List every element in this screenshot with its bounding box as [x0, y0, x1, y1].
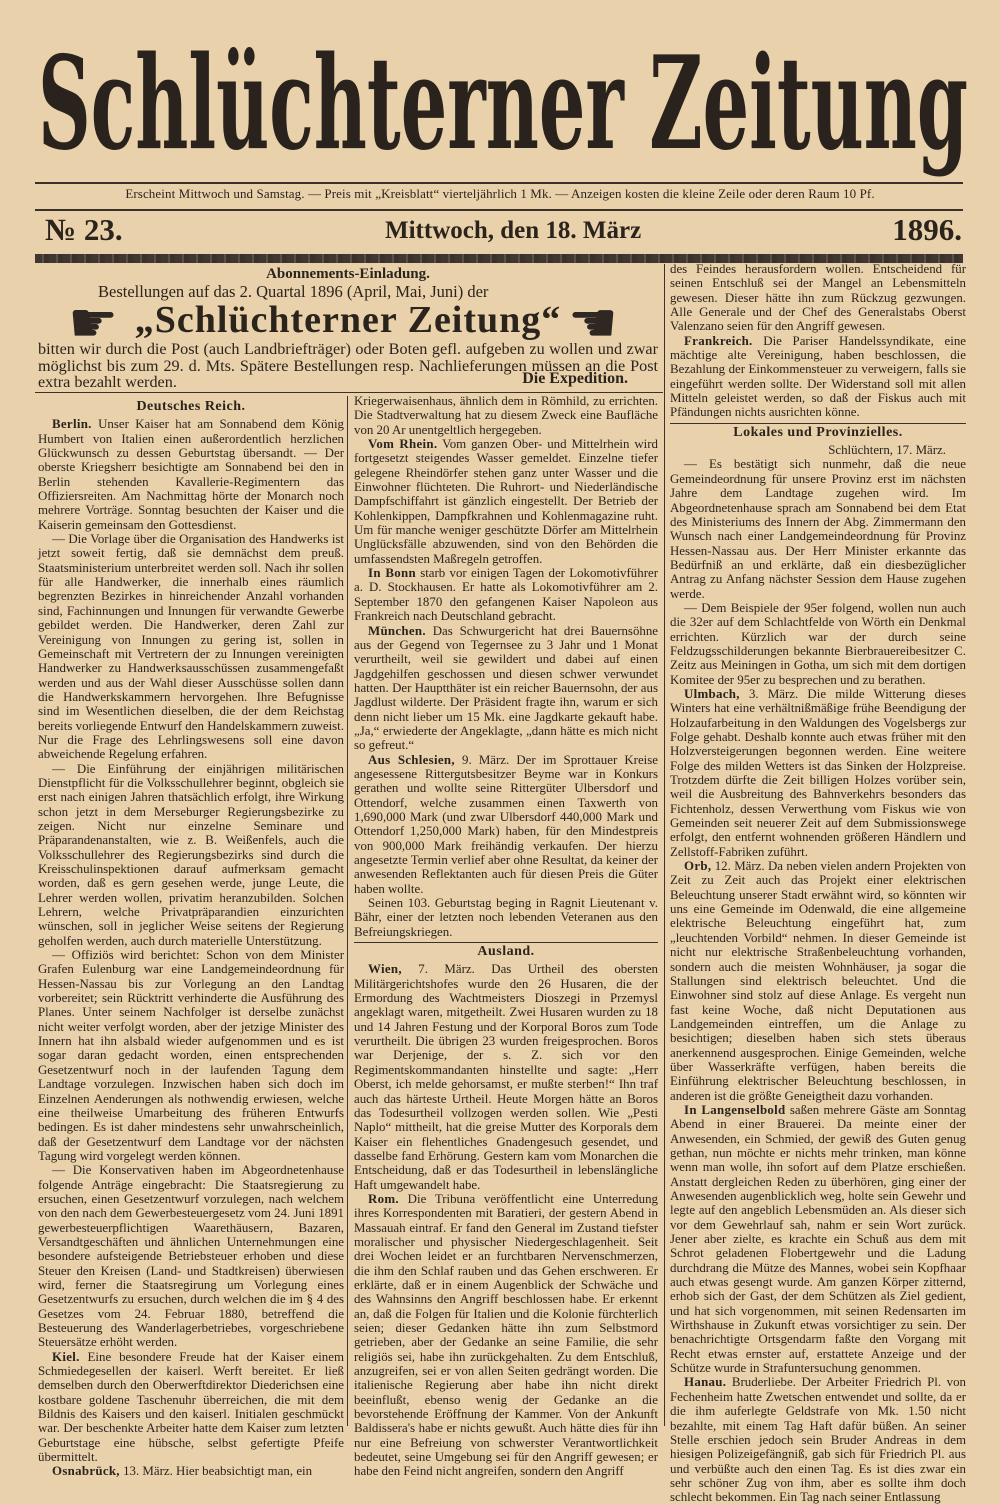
column-1	[38, 398, 344, 1479]
article-text: 7. März. Das Urtheil des obersten Militärgerichtshofes wurde den 26 Husaren, die der Ermordung des Wachtmeisters Dioszegi in Przemysl angeklagt waren, mitgetheilt. Zwei Husaren wurden zu 18 und 14 Jahren Festung und der Korporal Boros zum Tode verurtheilt. Die übrigen 23 wurden freigesprochen. Boros war Derjenige, der s. Z. sich vor den Regimentskommandanten hinstellte und sagte: „Herr Oberst, ich melde gehorsamst, er mußte sterben!“ Ihn traf auch das härteste Urtheil. Heute Morgen hätte an Boros das Todesurtheil vollzogen werden sollen. Wie „Pesti Naplo“ mittheilt, hat die greise Mutter des Korporals dem Kaiser ein flehentliches Gnadengesuch gesendet, und dasselbe fand Erhörung. Gestern kam vom Monarchen die Entscheidung, daß er das Todesurtheil in lebenslängliche Haft umgewandelt habe.	[354, 962, 658, 1192]
subscription-heading: Abonnements-Einladung.	[266, 266, 430, 282]
article-text: Unser Kaiser hat am Sonnabend dem König Humbert von Italien einen außerordentlich herzlichen Glückwunsch zu dessen Geburtstag übersandt. — Der oberste Kriegsherr besichtigte am Sonnabend bei den in Berlin stehenden Kavallerie-Regimentern das Offiziersreiten. Am Nachmittag hörte der Monarch noch mehrere Vorträge. Sonntag besuchten der Kaiser und die Kaiserin gemeinsam den Gottesdienst.	[38, 417, 344, 532]
article-dateline: München.	[368, 623, 426, 638]
article-paragraph	[38, 762, 344, 948]
article-text: Das Schwurgericht hat drei Bauernsöhne aus der Gegend von Tegernsee zu 3 Jahr und 1 Monat verurtheilt, weil sie gewildert und dabei auf einen Jagdgehilfen geschossen und diesen schwer verwundet hatten. Der Hauptthäter ist ein reicher Bauernsohn, der aus Jagdlust wilderte. Der Präsident fragte ihn, warum er sich denn nicht lieber um 15 Mk. eine Jagdkarte gekauft habe. „Ja,“ erwiederte der Angeklagte, „dann hätte es mich nicht so gefreut.“	[354, 623, 658, 753]
article-dateline: In Bonn	[368, 566, 416, 581]
article-paragraph	[670, 687, 966, 859]
article-paragraph	[354, 1192, 658, 1479]
article-paragraph	[670, 334, 966, 420]
article-paragraph	[354, 437, 658, 566]
article-text: Seinen 103. Geburtstag beging in Ragnit Lieutenant v. Bähr, einer der letzten noch lebenden Veteranen aus den Befreiungskriegen.	[354, 896, 658, 939]
article-paragraph	[670, 859, 966, 1103]
article-paragraph	[38, 417, 344, 532]
article-text: — Offiziös wird berichtet: Schon von dem Minister Grafen Eulenburg war eine Landgemeindeordnung für Hessen-Nassau bis zur Vorlegung an den Landtag vorbereitet; sein Rücktritt verhinderte die Ausführung des Planes. Unter seinem Nachfolger ist derselbe zunächst nicht weiter verfolgt worden, aber der jetzige Minister des Innern hat ihn alsbald wieder aufgenommen und es ist sogar daran gedacht worden, einen entsprechenden Gesetzentwurf noch in der laufenden Tagung dem Landtage vorzulegen. Inzwischen haben sich doch im Einzelnen Aenderungen als nothwendig erwiesen, welche eine theilweise Umarbeitung des früheren Entwurfs bedingen. Es ist daher mindestens sehr unwahrscheinlich, daß der Gesetzentwurf dem Landtage vor der nächsten Tagung wird vorgelegt werden können.	[38, 948, 344, 1163]
article-text: 12. März. Da neben vielen andern Projekten von Zeit zu Zeit auch das Projekt einer elektrischen Beleuchtung unserer Stadt erwähnt wird, so könnten wir uns eine Gemeinde im Odenwald, die eine allgemeine elektrische Beleuchtung eingeführt hat, zum „leuchtenden Vorbild“ nehmen. In dieser Gemeinde ist nicht nur elektrische Straßenbeleuchtung vorhanden, sondern auch die meisten Wohnhäuser, ja sogar die Stallungen sind elektrisch beleuchtet. Und die Einwohner sind stolz auf diese Anlage. Es vergeht nun fast keine Woche, daß nicht Deputationen aus Landgemeinden eintreffen, um die Anlage zu besichtigen; dieselben haben sich stets überaus anerkennend ausgesprochen. Einige Gemeinden, welche über Wasserkräfte verfügen, haben bereits die Einführung elektrischer Beleuchtung beschlossen, in anderen ist die größte Geneigtheit dazu vorhanden.	[670, 859, 966, 1103]
subscription-title: „Schlüchterner Zeitung“	[134, 299, 562, 341]
article-dateline: Ulmbach,	[684, 686, 740, 701]
article-dateline: Orb,	[684, 859, 712, 874]
issue-date: Mittwoch, den 18. März	[385, 217, 642, 244]
newspaper-title: Schlüchterner Zeitung	[38, 29, 968, 179]
divider	[35, 209, 963, 211]
article-paragraph	[38, 1163, 344, 1349]
article-paragraph	[670, 1375, 966, 1504]
publication-info: Erscheint Mittwoch und Samstag. — Preis mit „Kreisblatt“ vierteljährlich 1 Mk. — Anzeigen kosten die kleine Zeile oder deren Raum 10 Pf.	[125, 186, 875, 201]
article-paragraph	[670, 262, 966, 334]
article-dateline: Aus Schlesien,	[368, 752, 455, 767]
section-heading: Deutsches Reich.	[136, 399, 246, 414]
column-rule	[347, 396, 348, 1426]
masthead	[30, 8, 980, 183]
article-text: Kriegerwaisenhaus, ähnlich dem in Römhild, zu errichten. Die Stadtverwaltung hat zu diesem Zweck eine Baufläche von 20 Ar unentgeltlich hergegeben.	[354, 394, 658, 437]
article-paragraph	[354, 753, 658, 896]
subscription-signature: Die Expedition.	[522, 370, 628, 387]
subscription-intro: Bestellungen auf das 2. Quartal 1896 (April, Mai, Juni) der	[98, 282, 489, 301]
issue-number: № 23.	[45, 212, 123, 247]
article-paragraph	[354, 394, 658, 437]
divider	[35, 182, 963, 184]
subscription-body: bitten wir durch die Post (auch Landbriefträger) oder Boten gefl. aufgeben zu wollen und zwar möglichst bis zum 29. d. Mts. Spätere Bestellungen resp. Nachlieferungen müssen an die Post extra bezahlt werden.	[38, 340, 658, 391]
article-dateline: Hanau.	[684, 1375, 727, 1390]
article-text: — Dem Beispiele der 95er folgend, wollen nun auch die 32er auf dem Schlachtfelde von Wörth ein Denkmal errichten. Kürzlich war der durch seine Feldzugsschilderungen bekannte Bierbrauereibesitzer C. Zeitz aus Meiningen in Gotha, um sich mit dem dortigen Komitee der 95er zu besprechen und zu berathen.	[670, 600, 966, 687]
divider	[670, 423, 966, 424]
column-rule	[664, 264, 665, 1426]
article-paragraph	[670, 1103, 966, 1376]
column-2	[354, 394, 658, 1479]
article-text: — Die Einführung der einjährigen militärischen Dienstpflicht für die Volksschullehrer beginnt, obgleich sie erst nach einigen Jahren thatsächlich erfolgt, ihre Wirkung schon jetzt in dem Merseburger Regierungsbezirke zu zeigen. Nicht nur einzelne Seminare und Präparandenanstalten, wie z. B. Weißenfels, auch die Volksschullehrer des Regierungsbezirks sind durch die Kreisschulinspektionen darauf aufmerksam gemacht worden, daß es gern gesehen werde, junge Leute, die Lehrer werden wollen, privatim heranzubilden. Solchen Lehrern, welche Privatpräparandien einzurichten wünschen, soll in jeglicher Weise seitens der Regierung geholfen werden, auch durch materielle Unterstützung.	[38, 761, 344, 948]
article-text: saßen mehrere Gäste am Sonntag Abend in einer Brauerei. Da meinte einer der Anwesenden, ein Schmied, der gewiß des Guten genug gethan, nun möchte er nichts mehr trinken, man könne wenn man wolle, ihn sofort auf dem Platze erschießen. Anstatt dergleichen Reden zu überhören, ging einer der Anwesenden augenblicklich weg, holte sein Gewehr und legte auf den angeblich Lebensmüden an. Als dieser sich vor dem Gewehrlauf sah, nahm er sein Wort zurück. Jener aber zielte, es krachte ein Schuß aus dem mit Schrot geladenen Flobertgewehr und die Ladung durchdrang die Mütze des Mannes, wobei sein Kopfhaar auch etwas gesengt wurde. Am ganzen Körper zitternd, erhob sich der Gast, der dem Schützen als Ziel gedient, und hat sich vorgenommen, mit seinen Redensarten im Wirthshause in Zukunft etwas vorsichtiger zu sein. Der benachrichtigte Ortsgendarm faßte den Vorgang mit Recht etwas ernster auf, erstattete Anzeige und der Schütze wurde in Strafuntersuchung genommen.	[670, 1102, 966, 1376]
article-dateline: Osnabrück,	[52, 1464, 120, 1479]
divider	[354, 942, 658, 943]
article-paragraph	[38, 532, 344, 762]
article-text: Eine besondere Freude hat der Kaiser einem Schmiedegesellen der kaiserl. Werft bereitet. Er ließ demselben durch den Oberwerftdirektor Diederichsen eine kostbare goldene Taschenuhr überreichen, die mit dem Bildnis des Kaisers und den kaiserl. Initialen geschmückt war. Der beschenkte Arbeiter hatte dem Kaiser zum letzten Geburtstage eine hübsche, selbst gefertigte Pfeife übermittelt.	[38, 1349, 344, 1465]
article-text: — Es bestätigt sich nunmehr, daß die neue Gemeindeordnung für unsere Provinz erst im nächsten Jahre dem Landtage zugehen wird. Im Abgeordnetenhause sprach am Sonnabend bei dem Etat des Ministeriums des Innern der Abg. Zimmermann den Wunsch nach einer Landgemeindeordnung für Provinz Hessen-Nassau aus. Der Herr Minister erkannte das Bedürfniß an und erklärte, daß ein diesbezüglicher Antrag zu Anfang nächster Session dem Hause zugehen werde.	[670, 457, 966, 601]
article-text: Bruderliebe. Der Arbeiter Friedrich Pl. von Fechenheim hatte Zwetschen entwendet und sollte, da er die ihm auferlegte Geldstrafe von Mk. 1.50 nicht bezahlte, mit einem Tag Haft dafür büßen. An seiner Stelle erschien jedoch sein Bruder Andreas in dem hiesigen Polizeigefängniß, gab sich für Friedrich Pl. aus und verbüßte auch den einen Tag. Es ist dies zwar ein sehr schöner Zug von ihm, aber es sollte ihm doch schlecht bekommen. Ein Tag nach seiner Entlassung	[670, 1375, 966, 1505]
article-paragraph	[354, 896, 658, 939]
article-paragraph	[38, 1464, 344, 1478]
subscription-notice	[38, 264, 658, 390]
divider	[35, 392, 663, 393]
dateline: Schlüchtern, 17. März.	[828, 443, 946, 458]
article-dateline: Rom.	[368, 1191, 399, 1206]
article-paragraph	[670, 601, 966, 687]
article-text: Die Pariser Handelssyndikate, eine mächtige alte Vereinigung, haben beschlossen, die Bezahlung der Einkommensteuer zu verweigern, falls sie eingeführt werden sollte. Der Widerstand soll mit allen Mitteln geleistet werden, so daß der Fiskus auch mit Pfändungen nichts ausrichten könne.	[670, 333, 966, 420]
article-text: starb vor einigen Tagen der Lokomotivführer a. D. Stockhausen. Er hatte als Lokomotivführer am 2. September 1870 den gefangenen Kaiser Napoleon aus Frankreich nach Deutschland gebracht.	[354, 566, 658, 624]
article-dateline: Berlin.	[52, 417, 92, 432]
article-text: — Die Vorlage über die Organisation des Handwerks ist jetzt soweit fertig, daß sie demnächst dem preuß. Staatsministerium unterbreitet werden soll. Nach ihr sollen für alle Handwerker, die innerhalb eines räumlich begrenzten Bezirkes in hinreichender Anzahl vorhanden sind, Fachinnungen und Innungen für verwandte Gewerbe gebildet werden. Die Handwerker, deren Zahl zur Vereinigung von Innungen zu gering ist, sollen in Gemeinschaft mit Vertretern der zu Innungen vereinigten Handwerker zu Handwerksausschüssen zusammengefaßt werden und aus der Wahl dieser Ausschüsse sollen dann die Handwerkskammern hervorgehen. Ihre Befugnisse sind im Wesentlichen dieselben, die der dem Reichstag bereits vorliegende Entwurf den Handelskammern zuweist. Nur die Frage des Lehrlingswesens soll eine davon abweichende Regelung erfahren.	[38, 532, 344, 762]
article-text: 9. März. Der im Sprottauer Kreise angesessene Rittergutsbesitzer Beyme war in Konkurs gerathen und wollte seine Rittergüter Ulbersdorf und Ottendorf, welche zusammen einen Taxwerth von 1,690,000 Mark (und zwar Ulbersdorf 440,000 Mark und Ottendorf 1,250,000 Mark) haben, für den Mindestpreis von 900,000 Mark freihändig verkaufen. Der hierzu angesetzte Termin verlief aber ohne Resultat, da keiner der anwesenden Reflektanten auch für diesen Preis die Güter haben wollte.	[354, 752, 658, 896]
article-text: des Feindes herausfordern wollen. Entscheidend für seinen Entschluß sei der Mangel an Lebensmitteln gewesen. Dieser hätte ihn zum Rückzug gezwungen. Alle Generale und der Chef des Generalstabs Oberst Valenzano seien für den Angriff gewesen.	[670, 262, 966, 334]
article-dateline: Wien,	[368, 962, 402, 977]
article-paragraph	[354, 624, 658, 753]
section-heading: Lokales und Provinzielles.	[733, 424, 903, 440]
article-paragraph	[354, 962, 658, 1192]
article-text: 13. März. Hier beabsichtigt man, ein	[119, 1464, 313, 1479]
article-paragraph	[670, 457, 966, 600]
article-dateline: In Langenselbold	[684, 1102, 786, 1117]
article-text: 3. März. Die milde Witterung dieses Winters hat eine verhältnißmäßige frühe Beendigung der Holzaufarbeitung in den Waldungen des Vogelsbergs zur Folge gehabt. Deshalb konnte auch etwas früher mit den Holzversteigerungen begonnen werden. Eine weitere Folge des milden Wetters ist das Sinken der Holzpreise. Trotzdem dürfte die Zeit billigen Holzes vorüber sein, weil die Ausbreitung des Bahnverkehrs besonders das Fichtenholz, dessen Verwerthung vom Fiskus wie von Gemeinden seit neuerer Zeit auf dem Submissionswege erfolgt, den entfernt wohnenden größeren Händlern und Zellstoff-Fabriken zuführt.	[670, 686, 966, 859]
article-dateline: Vom Rhein.	[368, 437, 438, 452]
article-text: Die Tribuna veröffentlicht eine Unterredung ihres Korrespondenten mit Baratieri, der gestern Abend in Massauah eintraf. Er fand den General im Zustand tiefster moralischer und physischer Niedergeschlagenheit. Seit drei Wochen leidet er an furchtbaren Nervenschmerzen, die ihm den Schlaf rauben und das Gehen erschweren. Er erklärte, daß er in einem Augenblick der Schwäche und des Wahnsinns den Angriff beschlossen habe. Er erkennt an, daß die Folgen für Italien und die Kolonie fürchterlich seien; dieser Gedanken hätte ihn zum Selbstmord getrieben, aber der Gedanke an seine Familie, die sehr religiös sei, habe ihn zurückgehalten. Zu dem Entschluß, anzugreifen, sei er von allen Seiten gedrängt worden. Die italienische Regierung aber habe ihn nicht direkt beeinflußt, ebenso wenig der Gedanke an die bevorstehende Eröffnung der Kammer. Von der Ankunft Baldissera's habe er nichts gewußt. Auch hätte dies für ihn nur eine Befreiung von schwerster Verantwortlichkeit bedeutet, seine Umgebung sei für den Angriff gewesen; er habe den Feind nicht angreifen, sondern den Angriff	[354, 1191, 658, 1479]
article-paragraph	[354, 566, 658, 623]
article-dateline: Kiel.	[52, 1349, 80, 1364]
article-paragraph	[38, 1350, 344, 1465]
pointing-hand-right-icon: ☛	[68, 291, 119, 356]
pointing-hand-left-icon: ☚	[567, 291, 618, 356]
article-paragraph	[38, 948, 344, 1163]
issue-year: 1896.	[892, 212, 962, 247]
column-3	[670, 262, 966, 1505]
article-text: — Die Konservativen haben im Abgeordnetenhause folgende Anträge eingebracht: Die Staatsregierung zu ersuchen, einen Gesetzentwurf vorzulegen, nach welchem von den nach dem Gewerbesteuergesetz vom 24. Juni 1891 gewerbesteuerpflichtigen Waarethäusern, Bazaren, Versandtgeschäften und ähnlichen Unternehmungen eine besondere aufsteigende Betriebsteuer erhoben und diese Steuer den Kreisen (Land- und Stadtkreisen) überwiesen wird, ferner die Staatsregirung um Vorlegung eines Gesetzentwurfs zu ersuchen, durch welchen die im § 4 des Gesetzes vom 24. Februar 1880, betreffend die Besteuerung des Wanderlagerbetriebes, vorgeschriebene Steuersätze erhöht werden.	[38, 1163, 344, 1350]
article-dateline: Frankreich.	[684, 333, 753, 348]
section-heading: Ausland.	[477, 944, 535, 960]
article-text: Vom ganzen Ober- und Mittelrhein wird fortgesetzt steigendes Wasser gemeldet. Einzelne tiefer gelegene Rheindörfer stehen ganz unter Wasser und die Einwohner flüchteten. Die Ruhrort- und Niederländische Dampfschiffahrt ist gänzlich eingestellt. Der Betrieb der Kohlenkippen, Dampfkrahnen und Kohlenmagazine ruht. Um für manche weniger geschützte Dörfer am Mittelrhein Unglücksfälle abzuwenden, sind von den Behörden die umfassendsten Maßregeln getroffen.	[354, 437, 658, 566]
